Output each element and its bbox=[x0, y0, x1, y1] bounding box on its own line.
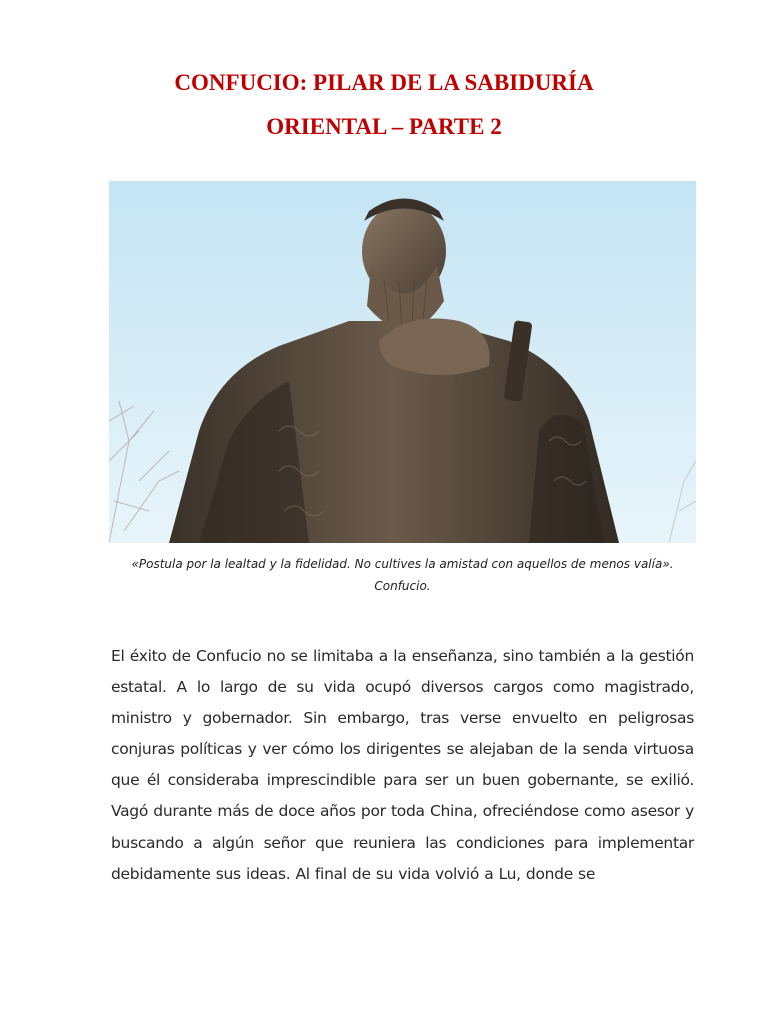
body-paragraph: El éxito de Confucio no se limitaba a la enseñanza, sino también a la gestión estatal. A lo largo de su vida ocupó diversos cargos como magistrado, ministro y gobernador. Sin embargo, tras verse envuelto en peligrosas conjuras políticas y ver cómo los dirigentes se alejaban de la senda virtuosa que él consideraba imprescindible para ser un buen gobernante, se exilió. Vagó durante más de doce años por toda China, ofreciéndose como asesor y buscando a algún señor que reuniera las condiciones para implementar debidamente sus ideas. Al final de su vida volvió a Lu, donde se bbox=[111, 647, 694, 883]
document-title-line-1: CONFUCIO: PILAR DE LA SABIDURÍA bbox=[174, 70, 594, 95]
document-title-line-2: ORIENTAL – PARTE 2 bbox=[266, 114, 502, 139]
photo-caption: «Postula por la lealtad y la fidelidad. No cultives la amistad con aquellos de menos valía». Confucio. bbox=[131, 557, 674, 593]
confucius-statue-photo bbox=[109, 181, 696, 543]
